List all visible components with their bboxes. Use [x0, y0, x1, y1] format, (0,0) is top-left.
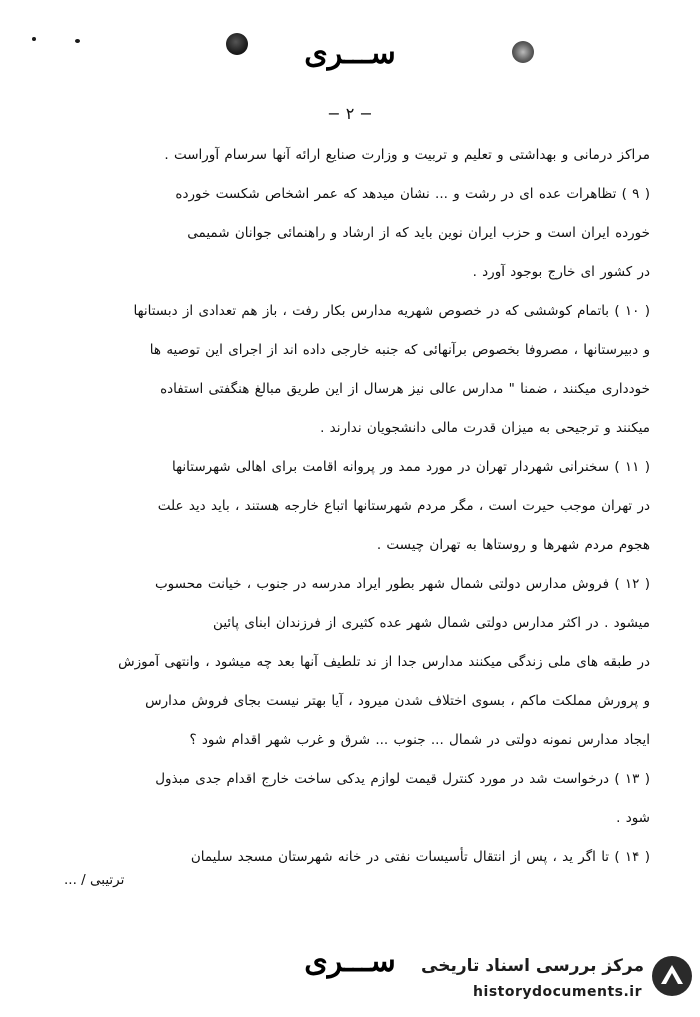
body-line: خورده ایران است و حزب ایران نوین باید که از ارشاد و راهنمائی جوانان شمیمی	[187, 225, 650, 241]
body-line: ( ۱۴ ) تا اگر ید ، پس از انتقال تأسیسات نفتی در خانه شهرستان مسجد سلیمان	[190, 849, 650, 865]
watermark-url: historydocuments.ir	[473, 984, 642, 1000]
body-line: و پرورش مملکت ماکم ، بسوی اختلاف شدن میرود ، آیا بهتر نیست بجای فروش مدارس	[145, 693, 650, 709]
classification-header: ســـری	[304, 36, 396, 71]
body-line: ( ۹ ) تظاهرات عده ای در رشت و ... نشان میدهد که عمر اشخاص شکست خورده	[175, 186, 650, 202]
body-line: در تهران موجب حیرت است ، مگر مردم شهرستانها اتباع خارجه هستند ، باید دید علت	[157, 498, 650, 514]
body-line: ایجاد مدارس نمونه دولتی در شمال ... جنوب ... شرق و غرب شهر اقدام شود ؟	[189, 732, 650, 748]
page-number: − ۲ −	[327, 104, 373, 123]
body-line: خودداری میکنند ، ضمنا " مدارس عالی نیز هرسال از این طریق مبالغ هنگفتی استفاده	[160, 381, 650, 397]
signature-note: ترتیبی / ...	[64, 872, 125, 888]
body-line: ( ۱۲ ) فروش مدارس دولتی شمال شهر بطور ایراد مدرسه در جنوب ، خیانت محسوب	[154, 576, 650, 592]
archive-watermark	[412, 950, 694, 1012]
body-line: هجوم مردم شهرها و روستاها به تهران چیست .	[376, 537, 650, 553]
body-line: ( ۱۰ ) باتمام کوششی که در خصوص شهریه مدارس بکار رفت ، باز هم تعدادی از دبستانها	[133, 303, 650, 319]
body-line: ( ۱۱ ) سخنرانی شهردار تهران در مورد ممد ور پروانه اقامت برای اهالی شهرستانها	[172, 459, 650, 475]
watermark-title: مرکز بررسی اسناد تاریخی	[421, 956, 644, 976]
classification-footer: ســـری	[304, 944, 396, 979]
body-line: در کشور ای خارج بوجود آورد .	[472, 264, 650, 280]
body-line: و دبیرستانها ، مصروفا بخصوص برآنهائی که جنبه خارجی داده اند از اجرای این توصیه ها	[149, 342, 650, 358]
body-line: شود .	[616, 810, 650, 826]
document-body	[58, 136, 650, 877]
body-line: ( ۱۳ ) درخواست شد در مورد کنترل قیمت لوازم یدکی ساخت خارج اقدام جدی مبذول	[155, 771, 650, 787]
body-line: میشود . در اکثر مدارس دولتی شمال شهر عده کثیری از فرزندان ابنای پائین	[213, 615, 650, 631]
archive-logo-icon	[650, 954, 694, 998]
body-line: میکنند و ترجیحی به میزان قدرت مالی دانشجویان ندارند .	[320, 420, 650, 436]
body-line: مراکز درمانی و بهداشتی و تعلیم و تربیت و وزارت صنایع ارائه آنها سرسام آوراست .	[164, 147, 650, 163]
body-line: در طبقه های ملی زندگی میکنند مدارس جدا از ند تلطیف آنها بعد چه میشود ، وانتهی آموزش	[118, 654, 650, 670]
